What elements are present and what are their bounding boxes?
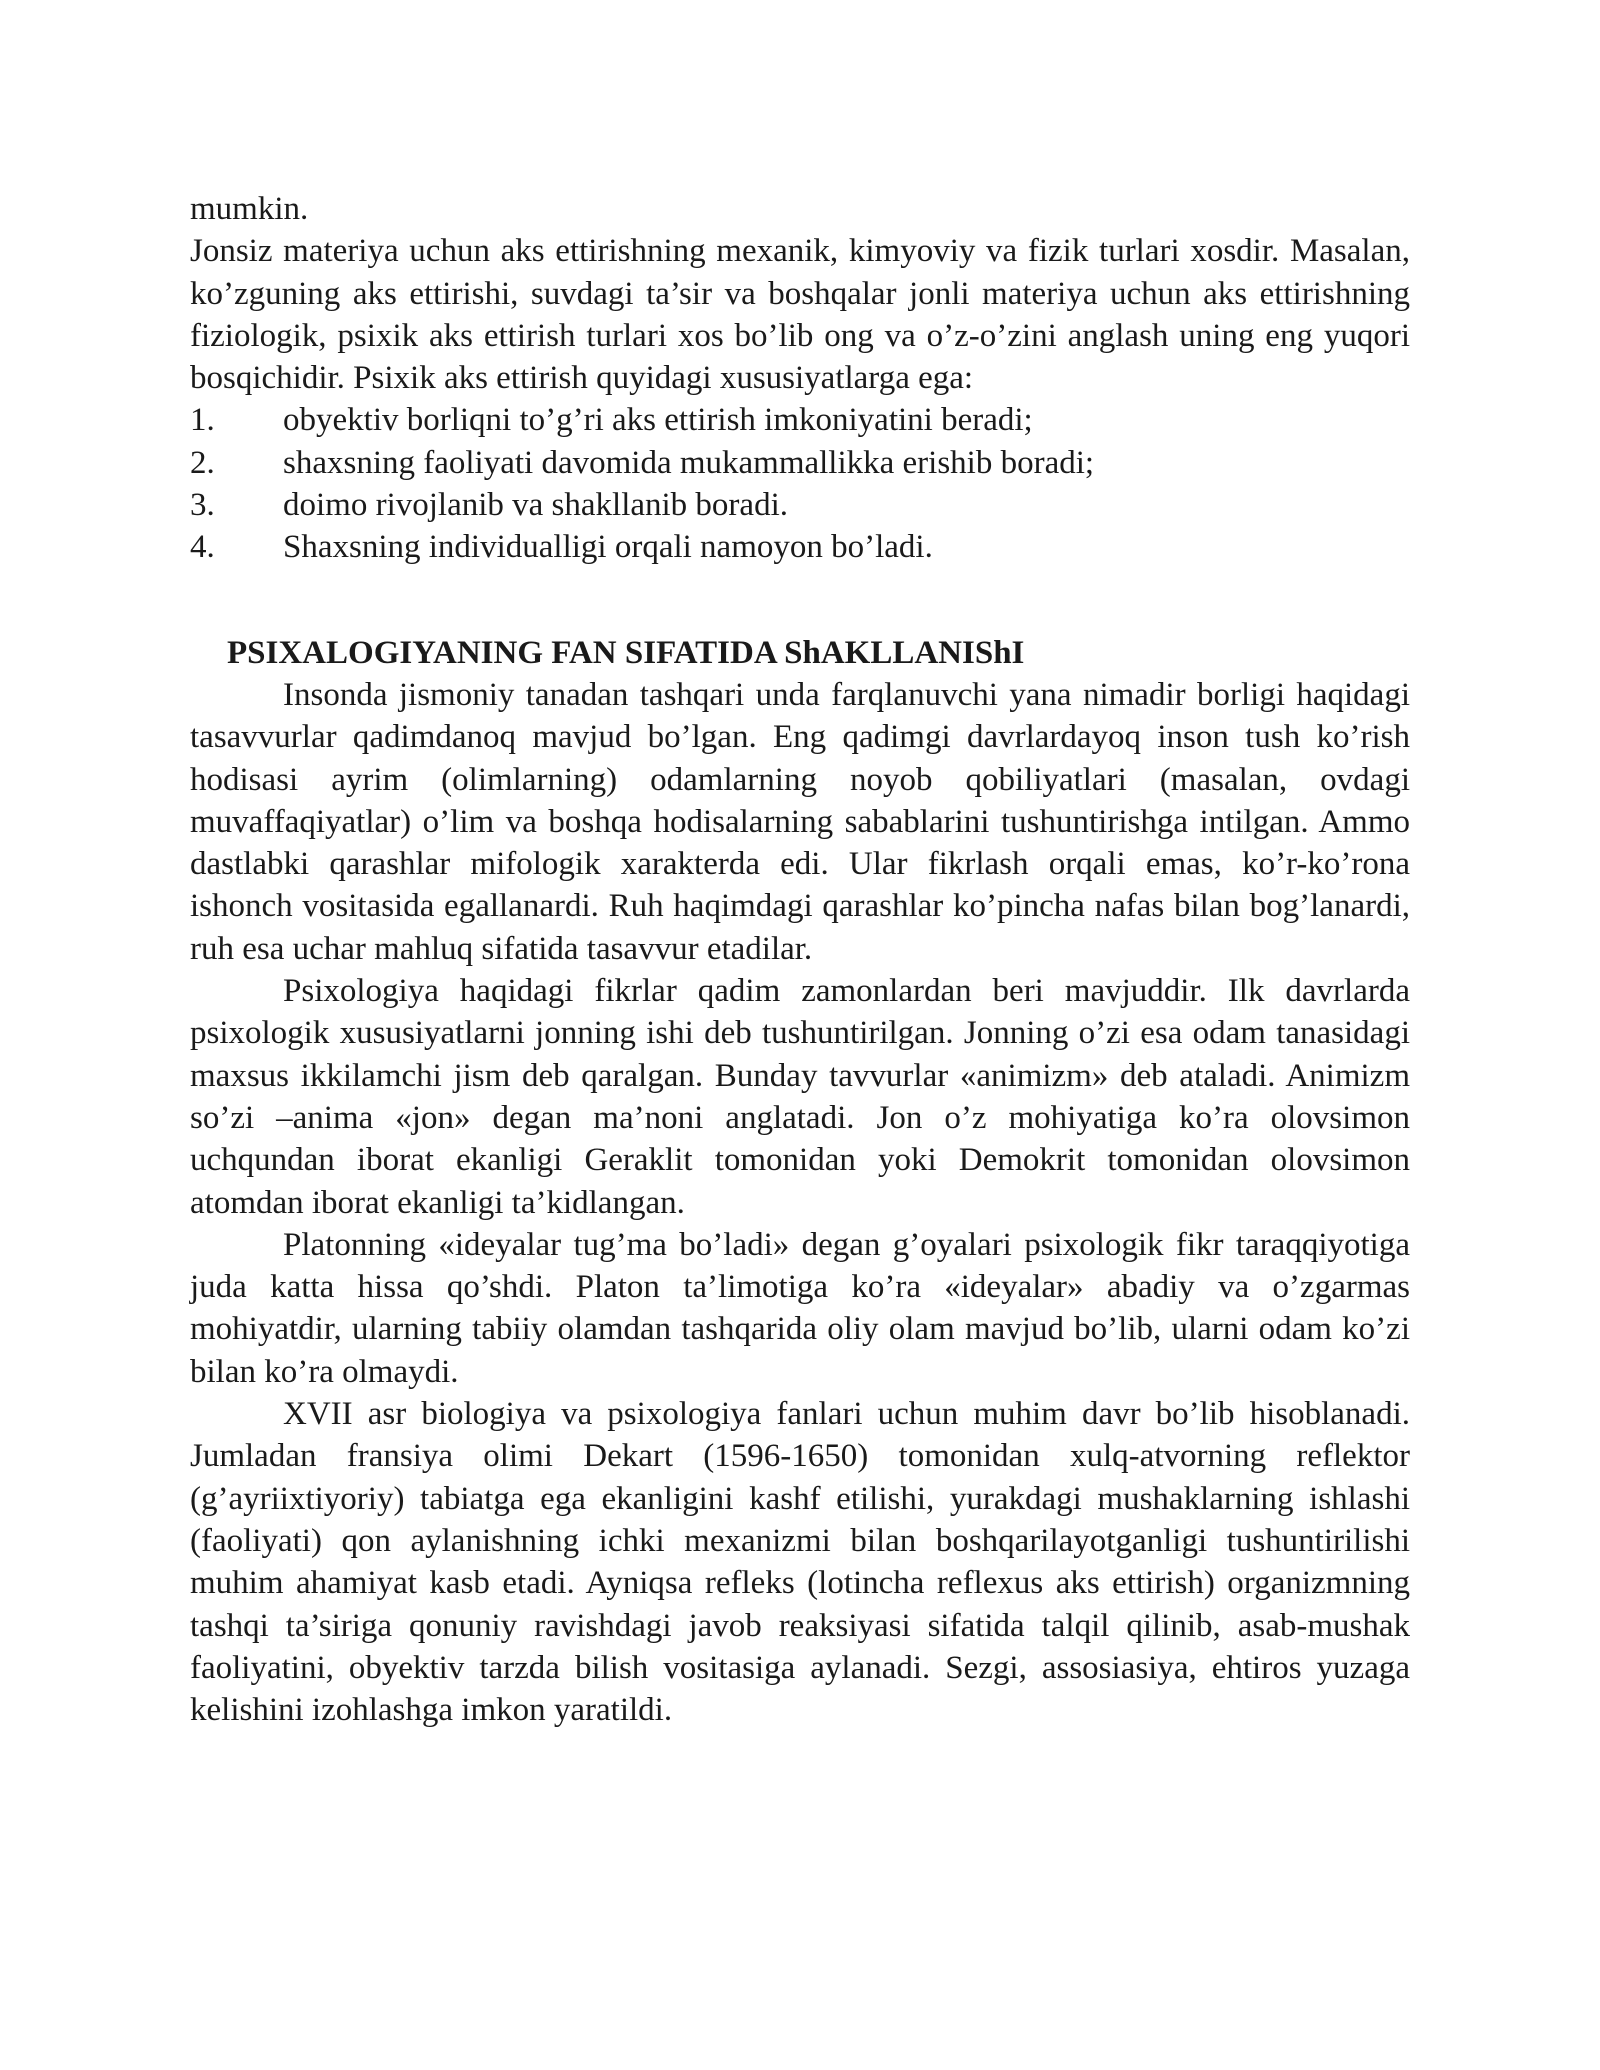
list-item-text: shaxsning faoliyati davomida mukammallikka erishib boradi; [283,444,1095,481]
list-item [190,442,1410,484]
intro-paragraph: Jonsiz materiya uchun aks ettirishning mexanik, kimyoviy va fizik turlari xosdir. Masalan, ko’zguning aks ettirishi, suvdagi ta’sir va boshqalar jonli materiya uchun aks ettirishning fiziologik, psixik aks ettirish turlari xos bo’lib ong va o’z-o’zini anglash uning eng yuqori bosqichidir. Psixik aks ettirish quyidagi xususiyatlarga ega: [190,233,1410,397]
list-item [190,484,1410,526]
intro-line: mumkin. [190,191,309,227]
list-item-number: 2. [190,444,215,481]
body-paragraph: Insonda jismoniy tanadan tashqari unda farqlanuvchi yana nimadir borligi haqidagi tasavvurlar qadimdanoq mavjud bo’lgan. Eng qadimgi davrlardayoq inson tush ko’rish hodisasi ayrim (olimlarning) odamlarning noyob qobiliyatlari (masalan, ovdagi muvaffaqiyatlar) o’lim va boshqa hodisalarning sabablarini tushuntirishga intilgan. Ammo dastlabki qarashlar mifologik xarakterda edi. Ular fikrlash orqali emas, ko’r-ko’rona ishonch vositasida egallanardi. Ruh haqimdagi qarashlar ko’pincha nafas bilan bog’lanardi, ruh esa uchar mahluq sifatida tasavvur etadilar. [190,676,1410,967]
properties-list [190,399,1410,568]
body-paragraph: XVII asr biologiya va psixologiya fanlari uchun muhim davr bo’lib hisoblanadi. Jumladan fransiya olimi Dekart (1596-1650) tomonidan xulq-atvorning reflektor (g’ayriixtiyoriy) tabiatga ega ekanligini kashf etilishi, yurakdagi mushaklarning ishlashi (faoliyati) qon aylanishning ichki mexanizmi bilan boshqarilayotganligi tushuntirilishi muhim ahamiyat kasb etadi. Ayniqsa refleks (lotincha reflexus aks ettirish) organizmning tashqi ta’siriga qonuniy ravishdagi javob reaksiyasi sifatida talqil qilinib, asab-mushak faoliyatini, obyektiv tarzda bilish vositasiga aylanadi. Sezgi, assosiasiya, ehtiros yuzaga kelishini izohlashga imkon yaratildi. [190,1396,1410,1729]
list-item-text: doimo rivojlanib va shakllanib boradi. [283,487,788,524]
list-item [190,399,1410,441]
document-page [190,188,1410,1731]
list-item [190,526,1410,568]
list-item-number: 3. [190,487,215,524]
body-paragraph: Psixologiya haqidagi fikrlar qadim zamonlardan beri mavjuddir. Ilk davrlarda psixologik xususiyatlarni jonning ishi deb tushuntirilgan. Jonning o’zi esa odam tanasidagi maxsus ikkilamchi jism deb qaralgan. Bunday tavvurlar «animizm» deb ataladi. Animizm so’zi –anima «jon» degan ma’noni anglatadi. Jon o’z mohiyatiga ko’ra olovsimon uchqundan iborat ekanligi Geraklit tomonidan yoki Demokrit tomonidan olovsimon atomdan iborat ekanligi ta’kidlangan. [190,973,1410,1221]
list-item-text: Shaxsning individualligi orqali namoyon bo’ladi. [283,529,933,566]
list-item-number: 1. [190,402,215,439]
body-paragraph: Platonning «ideyalar tug’ma bo’ladi» degan g’oyalari psixologik fikr taraqqiyotiga juda katta hissa qo’shdi. Platon ta’limotiga ko’ra «ideyalar» abadiy va o’zgarmas mohiyatdir, ularning tabiiy olamdan tashqarida oliy olam mavjud bo’lib, ularni odam ko’zi bilan ko’ra olmaydi. [190,1226,1410,1390]
list-item-number: 4. [190,529,215,566]
list-item-text: obyektiv borliqni to’g’ri aks ettirish imkoniyatini beradi; [283,402,1033,439]
section-heading: PSIXALOGIYANING FAN SIFATIDA ShAKLLANIShI [227,634,1025,671]
